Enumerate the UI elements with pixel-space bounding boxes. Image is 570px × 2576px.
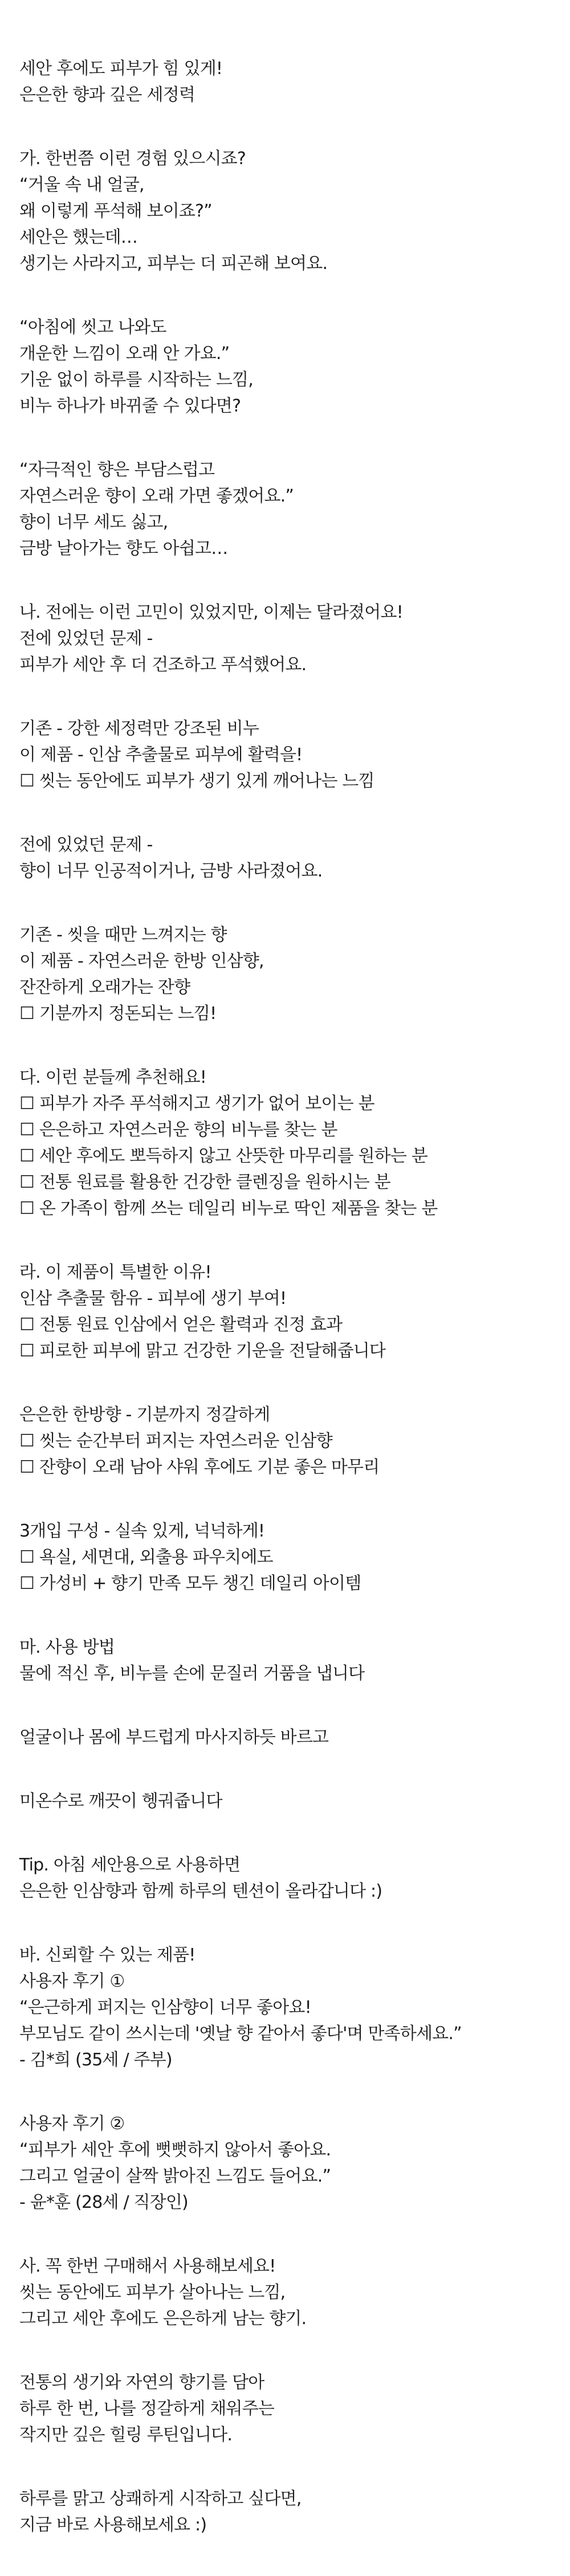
text-line: 3개입 구성 - 실속 있게, 넉넉하게! — [19, 1521, 265, 1541]
paragraph-block — [19, 716, 555, 794]
text-line: 비누 하나가 바뀌줄 수 있다면? — [19, 396, 241, 416]
text-line: ☐ 전통 원료 인삼에서 얻은 활력과 진정 효과 — [19, 1315, 343, 1335]
text-line: ☐ 잔향이 오래 남아 샤워 후에도 기분 좋은 마무리 — [19, 1457, 380, 1477]
text-line: 인삼 추출물 함유 - 피부에 생기 부여! — [19, 1289, 287, 1309]
text-line: 금방 날아가는 향도 아쉽고… — [19, 539, 228, 559]
text-line: 가. 한번쯤 이런 경험 있으시죠? — [19, 149, 246, 169]
text-line: 사. 꼭 한번 구매해서 사용해보세요! — [19, 2256, 276, 2276]
product-description-document — [19, 56, 555, 2576]
text-line: 세안은 했는데… — [19, 227, 138, 247]
text-line: 기존 - 씻을 때만 느껴지는 향 — [19, 925, 227, 945]
text-line: 기운 없이 하루를 시작하는 느낌, — [19, 370, 254, 390]
text-line: 부모님도 같이 쓰시는데 '옛날 향 같아서 좋다'며 만족하세요.” — [19, 2024, 462, 2044]
text-line: 은은한 인삼향과 함께 하루의 텐션이 올라갑니다 :) — [19, 1881, 382, 1901]
paragraph-block — [19, 2370, 555, 2448]
text-line: 전에 있었던 문제 - — [19, 629, 153, 649]
paragraph-block — [19, 1065, 555, 1222]
paragraph-block — [19, 2486, 555, 2538]
text-line: Tip. 아침 세안용으로 사용하면 — [19, 1855, 241, 1875]
text-line: 향이 너무 인공적이거나, 금방 사라졌어요. — [19, 861, 323, 881]
text-line: 다. 이런 분들께 추천해요! — [19, 1067, 206, 1087]
text-line: 물에 적신 후, 비누를 손에 문질러 거품을 냅니다 — [19, 1664, 365, 1684]
text-line: ☐ 씻는 순간부터 퍼지는 자연스러운 인삼향 — [19, 1431, 332, 1451]
paragraph-block — [19, 2253, 555, 2332]
text-line: 전통의 생기와 자연의 향기를 담아 — [19, 2373, 264, 2392]
text-line: 개운한 느낌이 오래 안 가요.” — [19, 344, 230, 364]
paragraph-block — [19, 457, 555, 562]
paragraph-block — [19, 600, 555, 678]
text-line: “거울 속 내 얼굴, — [19, 175, 144, 195]
text-line: 사용자 후기 ① — [19, 1971, 125, 1991]
text-line: - 윤*훈 (28세 / 직장인) — [19, 2192, 188, 2212]
text-line: ☐ 온 가족이 함께 쓰는 데일리 비누로 딱인 제품을 찾는 분 — [19, 1199, 438, 1218]
text-line: “은근하게 퍼지는 인삼향이 너무 좋아요! — [19, 1998, 311, 2017]
paragraph-block — [19, 1518, 555, 1597]
text-line: 이 제품 - 자연스러운 한방 인삼향, — [19, 951, 264, 971]
text-line: ☐ 세안 후에도 뽀득하지 않고 산뜻한 마무리를 원하는 분 — [19, 1146, 427, 1166]
paragraph-block — [19, 1942, 555, 2073]
text-line: 향이 너무 세도 싫고, — [19, 512, 168, 532]
text-line: 기존 - 강한 세정력만 강조된 비누 — [19, 719, 259, 739]
text-line: 은은한 한방향 - 기분까지 정갈하게 — [19, 1405, 270, 1425]
text-line: 얼굴이나 몸에 부드럽게 마사지하듯 바르고 — [19, 1727, 329, 1747]
text-line: 라. 이 제품이 특별한 이유! — [19, 1262, 211, 1282]
text-line: “아침에 씻고 나와도 — [19, 317, 166, 337]
text-line: ☐ 욕실, 세면대, 외출용 파우치에도 — [19, 1547, 273, 1567]
text-line: 그리고 얼굴이 살짝 밝아진 느낌도 들어요.” — [19, 2166, 331, 2186]
text-line: 작지만 깊은 힐링 루틴입니다. — [19, 2425, 233, 2445]
text-line: 자연스러운 향이 오래 가면 좋겠어요.” — [19, 486, 294, 506]
text-line: 생기는 사라지고, 피부는 더 피곤해 보여요. — [19, 254, 328, 274]
text-line: 이 제품 - 인삼 추출물로 피부에 활력을! — [19, 745, 303, 765]
text-line: 사용자 후기 ② — [19, 2114, 125, 2134]
paragraph-block — [19, 1635, 555, 1687]
paragraph-block — [19, 1725, 555, 1751]
text-line: ☐ 씻는 동안에도 피부가 생기 있게 깨어나는 느낌 — [19, 771, 374, 791]
text-line: 미온수로 깨끗이 헹궈줍니다 — [19, 1791, 222, 1811]
text-line: 하루 한 번, 나를 정갈하게 채워주는 — [19, 2399, 274, 2419]
text-line: ☐ 피로한 피부에 맑고 건강한 기운을 전달해줍니다 — [19, 1341, 386, 1361]
text-line: 지금 바로 사용해보세요 :) — [19, 2515, 207, 2535]
text-line: ☐ 은은하고 자연스러운 향의 비누를 찾는 분 — [19, 1120, 337, 1140]
text-line: 피부가 세안 후 더 건조하고 푸석했어요. — [19, 655, 307, 675]
text-line: 하루를 맑고 상쾌하게 시작하고 싶다면, — [19, 2489, 302, 2509]
paragraph-block — [19, 56, 555, 108]
text-line: 바. 신뢰할 수 있는 제품! — [19, 1945, 196, 1965]
text-line: “피부가 세안 후에 뻣뻣하지 않아서 좋아요. — [19, 2140, 331, 2160]
text-line: ☐ 가성비 + 향기 만족 모두 챙긴 데일리 아이템 — [19, 1574, 361, 1593]
paragraph-block — [19, 146, 555, 277]
paragraph-block — [19, 1852, 555, 1905]
paragraph-block — [19, 1260, 555, 1364]
text-line: - 김*희 (35세 / 주부) — [19, 2050, 172, 2070]
paragraph-block — [19, 922, 555, 1027]
text-line: 세안 후에도 피부가 힘 있게! — [19, 59, 223, 79]
paragraph-block — [19, 1788, 555, 1815]
text-line: 왜 이렇게 푸석해 보이죠?” — [19, 201, 212, 221]
text-line: ☐ 피부가 자주 푸석해지고 생기가 없어 보이는 분 — [19, 1094, 374, 1114]
text-line: ☐ 전통 원료를 활용한 건강한 클렌징을 원하시는 분 — [19, 1172, 390, 1192]
text-line: 나. 전에는 이런 고민이 있었지만, 이제는 달라졌어요! — [19, 602, 403, 622]
text-line: 그리고 세안 후에도 은은하게 남는 향기. — [19, 2309, 307, 2329]
text-line: ☐ 기분까지 정돈되는 느낌! — [19, 1004, 217, 1024]
paragraph-block — [19, 315, 555, 419]
text-line: 마. 사용 방법 — [19, 1637, 115, 1657]
paragraph-block — [19, 832, 555, 885]
text-line: 씻는 동안에도 피부가 살아나는 느낌, — [19, 2282, 286, 2302]
text-line: 은은한 향과 깊은 세정력 — [19, 85, 196, 105]
text-line: 전에 있었던 문제 - — [19, 835, 153, 855]
paragraph-block — [19, 2111, 555, 2216]
text-line: 잔잔하게 오래가는 잔향 — [19, 977, 190, 997]
paragraph-block — [19, 1402, 555, 1481]
text-line: “자극적인 향은 부담스럽고 — [19, 460, 215, 480]
